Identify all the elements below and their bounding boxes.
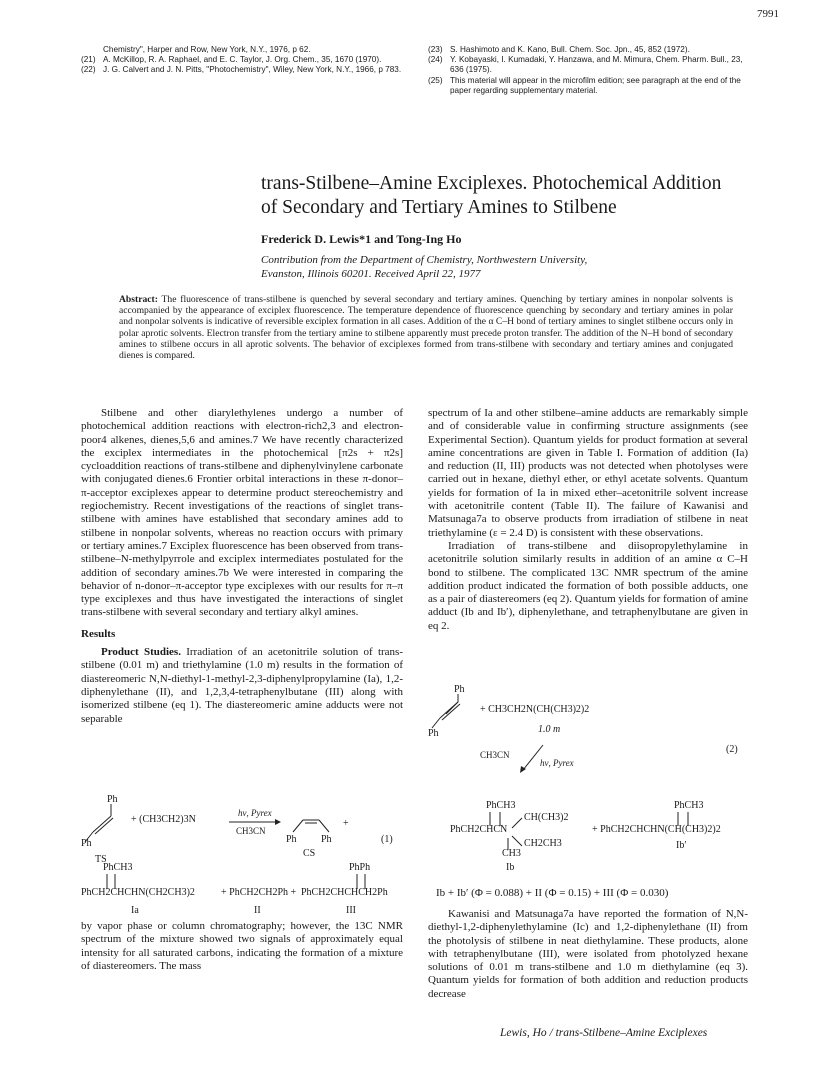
equation-2-yields: Ib + Ib′ (Φ = 0.088) + II (Φ = 0.15) + III (Φ = 0.030) — [436, 887, 669, 899]
equation-2-products: PhCH3 CH(CH3)2 PhCH2CHCN CH2CH3 CH3 PhCH3 + PhCH2CHCHN(CH(CH3)2)2 Ib Ib′ — [450, 800, 721, 873]
references-left — [81, 45, 403, 76]
affiliation: Contribution from the Department of Chemistry, Northwestern University, Evanston, Illinois 60201. Received April 22, 1977 — [261, 254, 588, 280]
equation-1-products: PhCH3 PhCH2CHCHN(CH2CH3)2 + PhCH2CH2Ph + PhPh PhCH2CHCHCH2Ph Ia II III — [81, 862, 388, 916]
authors: Frederick D. Lewis*1 and Tong-Ing Ho — [261, 232, 462, 246]
references-right — [428, 45, 748, 96]
mass-spectrum-paragraph: spectrum of Ia and other stilbene–amine adducts are remarkably simple and of considerable value in confirming structure assignments (see Experimental Section). Quantum yields for product formation at several amine concentrations are given in Table I. Formation of addition (Ia) and reduction (II, III) products was not detected when photolyses were carried out in hexane, diethyl ether, or ethyl acetate solvents. Quantum yields for formation of Ia in mixed ether–acetonitrile solvent increase with acetonitrile content (Table II). The failure of Kawanisi and Matsunaga7a to observe products from irradiation of stilbene in neat triethylamine (ε = 2.4 D) is consistent with these observations. — [428, 407, 748, 539]
reference-item: Chemistry", Harper and Row, New York, N.Y., 1976, p 62. — [103, 45, 311, 54]
equation-2: Ph Ph + CH3CH2N(CH(CH3)2)2 1.0 m CH3CN hν, Pyrex (2) — [428, 684, 748, 804]
results-heading: Results — [81, 627, 116, 640]
reference-item: (22) J. G. Calvert and J. N. Pitts, "Photochemistry", Wiley, New York, N.Y., 1966, p 783. — [81, 65, 402, 75]
right-column — [428, 407, 748, 633]
article-title: trans-Stilbene–Amine Exciplexes. Photochemical Addition of Secondary and Tertiary Amines to Stilbene — [261, 173, 722, 218]
right-column-continued: Kawanisi and Matsunaga7a have reported the formation of N,N-diethyl-1,2-diphenylethylamine (Ic) and 1,2-diphenylethane (II) from the photolysis of stilbene in neat diethylamine. These products, alone with tetraphenylbutane (III), were isolated from photolyzed hexane solutions of 0.01 m trans-stilbene and 1.0 m diethylamine (eq 3). Quantum yields for formation of both addition and reduction products decrease — [428, 908, 748, 1000]
reference-item: (23) S. Hashimoto and K. Kano, Bull. Chem. Soc. Jpn., 45, 852 (1972). — [428, 45, 690, 54]
product-studies-paragraph: Product Studies. Irradiation of an acetonitrile solution of trans-stilbene (0.01 m) and triethylamine (1.0 m) results in the formation of diastereomeric N,N-diethyl-1-methyl-2,3-diphenylpropylamine (Ia), 1,2-diphenylethane (II), and 1,2,3,4-tetraphenylbutane (III) along with isomerized stilbene (eq 1). The diastereomeric amine adducts were not separable — [81, 646, 403, 725]
page-number: 7991 — [757, 8, 779, 20]
left-column-continued: by vapor phase or column chromatography; however, the 13C NMR spectrum of the mixture showed two signals of approximately equal intensity for all saturated carbons, indicating the formation of a mixture of diastereomers. The mass — [81, 920, 403, 972]
running-footer: Lewis, Ho / trans-Stilbene–Amine Exciplexes — [500, 1027, 708, 1039]
left-column — [81, 407, 403, 726]
intro-paragraph: Stilbene and other diarylethylenes undergo a number of photochemical addition reactions with electron-rich2,3 and electron-poor4 alkenes, dienes,5,6 and amines.7 We have recently characterized the exciplex intermediates in the photochemical [π2s + π2s] cycloaddition reactions of trans-stilbene and diphenylvinylene carbonate with conjugated dienes.6 Frontier orbital interactions in these π-donor–π-acceptor exciplexes appear to determine product stereochemistry and regiochemistry. Recent investigations of the reactions of singlet trans-stilbene with amines have established that secondary amines add to stilbene in nonpolar solvents, whereas no reaction occurs with primary or tertiary amines.7 Exciplex fluorescence has been observed from trans-stilbene–N-methylpyrrole and exciplex intermediates postulated for the addition of secondary amines.7b We were interested in comparing the behavior of n-donor–π-acceptor type exciplexes with our results for π–π type exciplexes and thus have investigated the interactions of singlet trans-stilbene with several secondary and tertiary alkyl amines. — [81, 407, 403, 619]
equation-1: Ph Ph + (CH3CH2)3N hν, Pyrex CH3CN Ph Ph + (1) TS CS — [81, 794, 403, 916]
reference-item: (21) A. McKillop, R. A. Raphael, and E. C. Taylor, J. Org. Chem., 35, 1670 (1970). — [81, 55, 382, 65]
abstract: Abstract: The fluorescence of trans-stilbene is quenched by several secondary and tertiary amines. Quenching by tertiary amines in nonpolar solvents is accompanied by the appearance of exciplex fluorescence. The temperature dependence of fluorescence quenching by secondary and tertiary amines in polar and nonpolar solvents is indicative of reversible exciplex formation in all cases. Addition of the α C–H bond of tertiary amines to singlet stilbene occurs only in polar aprotic solvents. Electron transfer from the tertiary amine to stilbene apparently must precede proton transfer. The addition of the N–H bond of secondary amines to stilbene occurs in all aprotic solvents. The behavior of exciplexes formed from trans-stilbene with secondary and tertiary amines and conjugated dienes is compared. — [119, 294, 733, 362]
reference-item: (24) Y. Kobayaski, I. Kumadaki, Y. Hanzawa, and M. Mimura, Chem. Pharm. Bull., 23, 636 (1975). — [428, 55, 743, 75]
irradiation-paragraph: Irradiation of trans-stilbene and diisopropylethylamine in acetonitrile solution similarly results in addition of an amine α C–H bond to stilbene. The complicated 13C NMR spectrum of the amine addition product indicated the formation of both possible adducts, one as a pair of diastereomers (eq 2). Quantum yields for formation of amine adduct (Ib and Ib′), diphenylethane, and tetraphenylbutane are given in eq 2. — [428, 539, 748, 632]
abstract-label: Abstract: — [119, 294, 158, 305]
reference-item: (25) This material will appear in the microfilm edition; see paragraph at the end of the paper regarding supplementary material. — [428, 75, 741, 95]
